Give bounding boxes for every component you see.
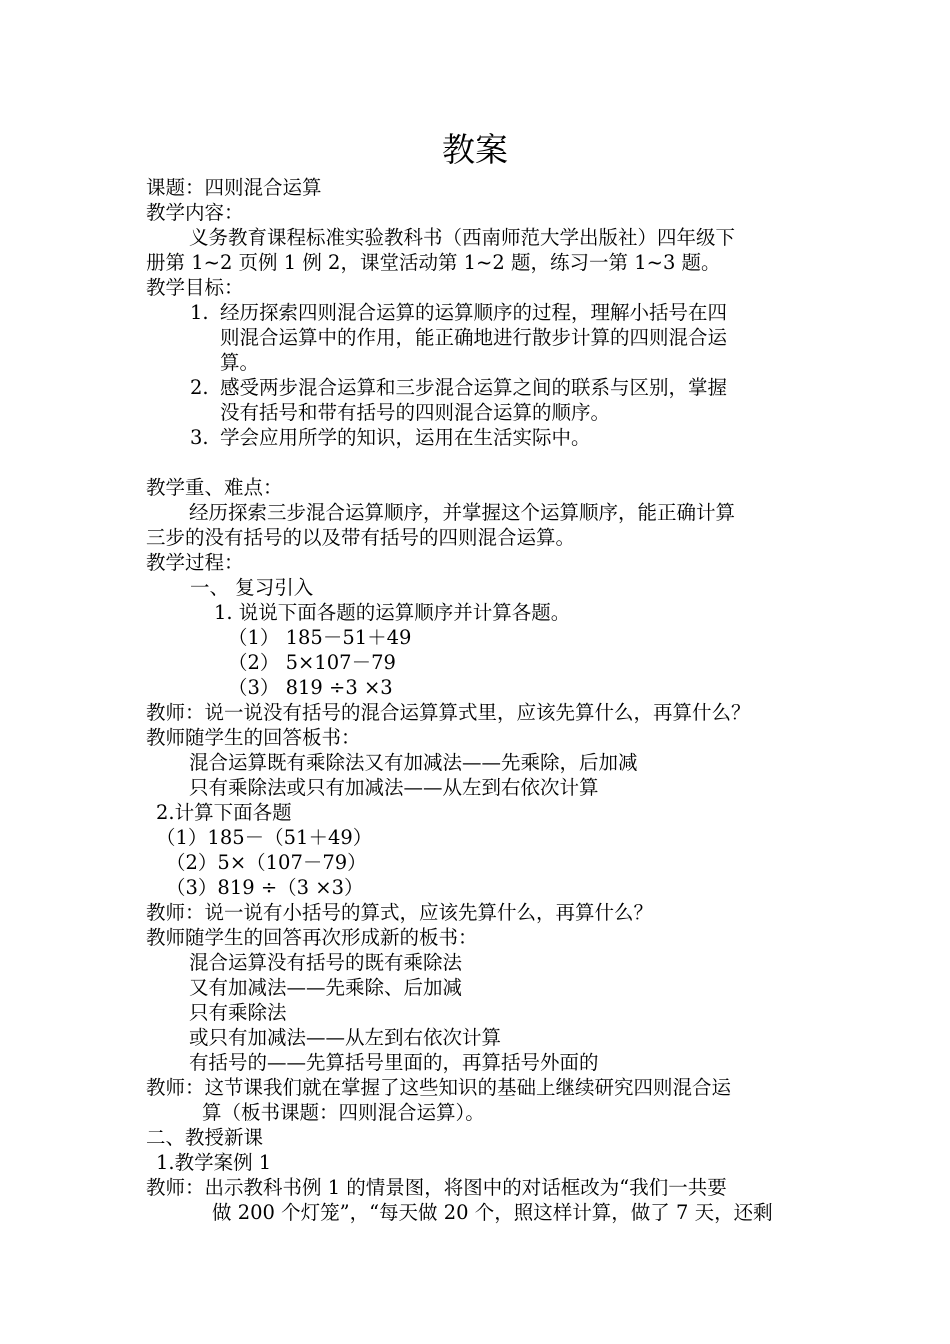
text-line: 教师：说一说有小括号的算式，应该先算什么，再算什么？	[146, 901, 654, 924]
text-line: 算（板书课题：四则混合运算）。	[202, 1101, 485, 1124]
goal-number: 2.	[190, 376, 209, 399]
goal-item-1	[146, 300, 816, 375]
goal-number: 3.	[190, 426, 209, 449]
text-line: 册第 1~2 页例 1 例 2，课堂活动第 1~2 题，练习一第 1~3 题。	[146, 251, 721, 274]
text-line: 只有乘除法或只有加减法——从左到右依次计算	[189, 776, 599, 799]
document-body	[146, 175, 816, 1225]
text-line: 学会应用所学的知识，运用在生活实际中。	[220, 426, 591, 449]
text-line: 混合运算没有括号的既有乘除法	[189, 951, 463, 974]
text-line: 或只有加减法——从左到右依次计算	[189, 1026, 502, 1049]
text-line: 感受两步混合运算和三步混合运算之间的联系与区别，掌握	[220, 376, 728, 399]
text-line: 一、 复习引入	[190, 576, 314, 599]
text-line: 教师：说一说没有括号的混合运算算式里，应该先算什么，再算什么？	[146, 701, 751, 724]
expression-line: （1） 185－51＋49	[228, 626, 412, 649]
text-line: 教学重、难点：	[146, 476, 283, 499]
text-line: 三步的没有括号的以及带有括号的四则混合运算。	[146, 526, 576, 549]
text-line: 课题：四则混合运算	[146, 176, 322, 199]
expression-line: （1）185－（51＋49）	[156, 826, 373, 849]
text-line: 做 200 个灯笼”，“每天做 20 个，照这样计算，做了 7 天，还剩	[212, 1201, 773, 1224]
text-line: 1. 说说下面各题的运算顺序并计算各题。	[214, 601, 571, 624]
text-line: 混合运算既有乘除法又有加减法——先乘除，后加减	[189, 751, 638, 774]
goal-item-2	[146, 375, 816, 425]
text-line: 义务教育课程标准实验教科书（西南师范大学出版社）四年级下	[189, 226, 736, 249]
text-line: 教学目标：	[146, 276, 244, 299]
expression-line: （2） 5×107－79	[228, 651, 396, 674]
text-line: 没有括号和带有括号的四则混合运算的顺序。	[220, 401, 611, 424]
text-line: 教师随学生的回答板书：	[146, 726, 361, 749]
text-line: 有括号的——先算括号里面的，再算括号外面的	[189, 1051, 599, 1074]
expression-line: （3）819 ÷（3 ×3）	[166, 876, 364, 899]
text-line: 经历探索四则混合运算的运算顺序的过程，理解小括号在四	[220, 301, 728, 324]
text-line: 教师：出示教科书例 1 的情景图，将图中的对话框改为“我们一共要	[146, 1176, 727, 1199]
goal-item-3	[146, 425, 816, 450]
expression-line: （2）5×（107－79）	[166, 851, 367, 874]
expression-line: （3） 819 ÷3 ×3	[228, 676, 393, 699]
blank-line	[146, 450, 816, 475]
text-line: 教学过程：	[146, 551, 244, 574]
text-line: 1.教学案例 1	[156, 1151, 272, 1174]
text-line: 算。	[220, 351, 260, 374]
text-line: 又有加减法——先乘除、后加减	[189, 976, 463, 999]
text-line: 2.计算下面各题	[156, 801, 292, 824]
text-line: 教学内容：	[146, 201, 244, 224]
text-line: 二、教授新课	[146, 1126, 264, 1149]
text-line: 教师随学生的回答再次形成新的板书：	[146, 926, 478, 949]
goal-number: 1.	[190, 301, 209, 324]
text-line: 则混合运算中的作用，能正确地进行散步计算的四则混合运	[220, 326, 728, 349]
text-line: 教师：这节课我们就在掌握了这些知识的基础上继续研究四则混合运	[146, 1076, 732, 1099]
text-line: 经历探索三步混合运算顺序，并掌握这个运算顺序，能正确计算	[189, 501, 736, 524]
text-line: 只有乘除法	[189, 1001, 287, 1024]
document-title: 教案	[442, 130, 508, 169]
